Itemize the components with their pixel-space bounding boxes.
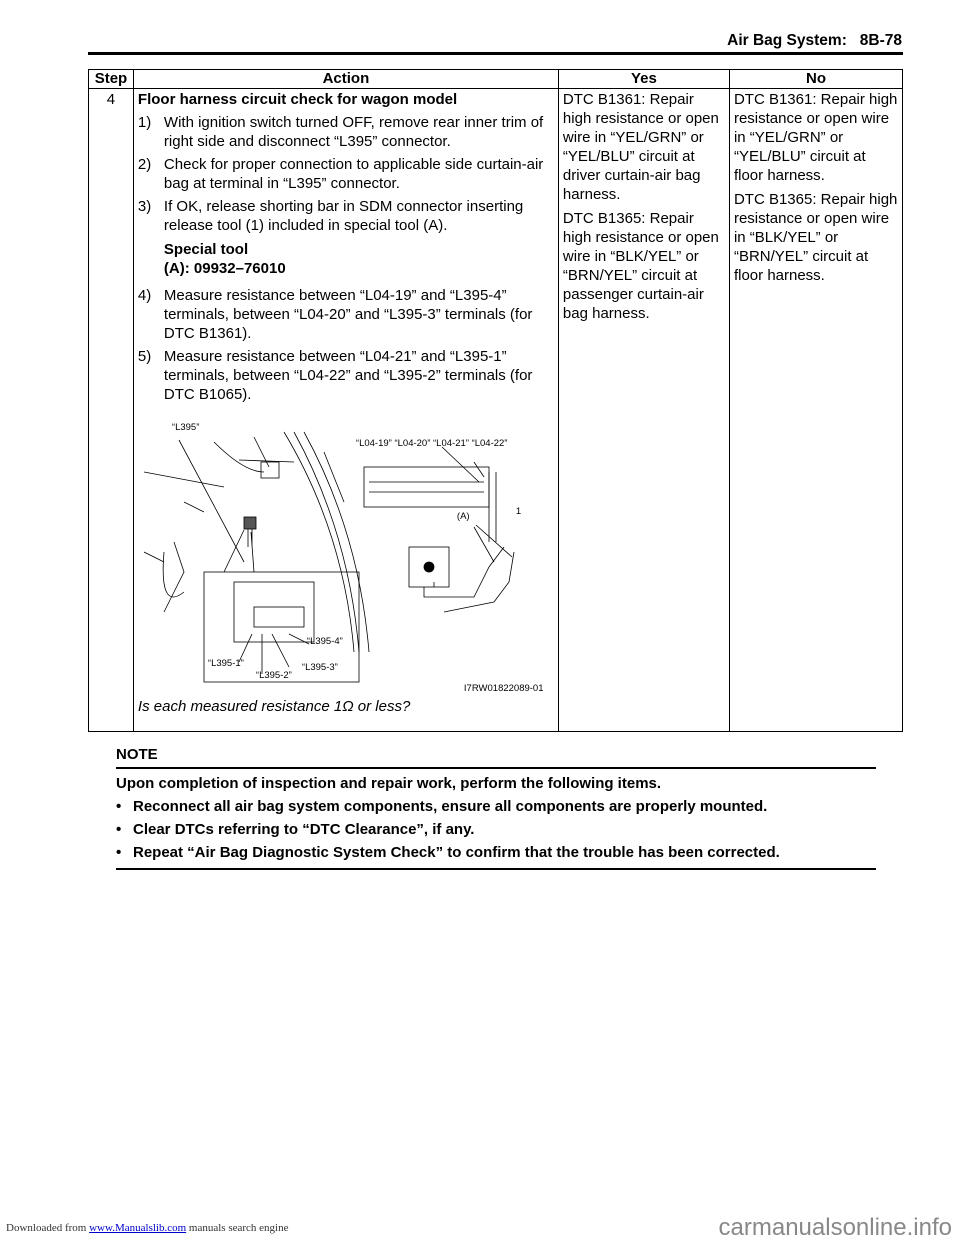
special-tool — [164, 240, 554, 278]
question-text: Is each measured resistance 1Ω or less? — [137, 698, 411, 715]
footer-prefix: Downloaded from — [6, 1222, 87, 1234]
header-rule — [88, 52, 903, 55]
label-l395-2: “L395-2” — [255, 670, 292, 681]
item-number: 3) — [137, 198, 152, 215]
yes-text: DTC B1365: Repair high resistance or open wire in “BLK/YEL” or “BRN/YEL” circuit at passenger curtain-air bag harness. — [562, 210, 719, 322]
label-release-tool: 1 — [515, 506, 522, 517]
item-text: Measure resistance between “L04-21” and “L395-1” terminals, between “L04-22” and “L395-2” terminals (for DTC B1065). — [163, 348, 533, 403]
note-end-rule — [116, 868, 876, 870]
label-l395-1: “L395-1” — [207, 658, 244, 669]
special-tool-value: (A): 09932–76010 — [163, 260, 286, 277]
no-cell — [729, 89, 902, 732]
item-number: 4) — [137, 287, 152, 304]
item-text: If OK, release shorting bar in SDM connector inserting release tool (1) included in special tool (A). — [163, 198, 524, 234]
label-tool-a: (A) — [456, 511, 470, 522]
item-text: Check for proper connection to applicable side curtain-air bag at terminal in “L395” connector. — [163, 156, 544, 192]
item-text: Measure resistance between “L04-19” and “L395-4” terminals, between “L04-20” and “L395-3” terminals (for DTC B1361). — [163, 287, 533, 342]
yes-text: DTC B1361: Repair high resistance or open wire in “YEL/GRN” or “YEL/BLU” circuit at driver curtain-air bag harness. — [562, 91, 719, 203]
note-bullet — [116, 821, 876, 838]
section-title: Air Bag System: — [727, 32, 847, 49]
label-l395-3: “L395-3” — [301, 662, 338, 673]
note-title: NOTE — [116, 746, 876, 769]
manualslib-link[interactable]: www.Manualslib.com — [89, 1222, 187, 1234]
watermark: carmanualsonline.info — [718, 1214, 952, 1241]
label-l04-terminals: “L04-19” “L04-20” “L04-21” “L04-22” — [355, 438, 508, 449]
list-item — [138, 197, 554, 235]
col-yes: Yes — [558, 70, 729, 89]
list-item — [138, 286, 554, 343]
table-row — [89, 89, 903, 732]
item-number: 5) — [137, 348, 152, 365]
no-text: DTC B1361: Repair high resistance or open wire in “YEL/GRN” or “YEL/BLU” circuit at floor harness. — [733, 91, 898, 184]
step-number: 4 — [89, 89, 134, 732]
bullet-icon: • — [116, 821, 122, 838]
figure-code: I7RW01822089-01 — [463, 683, 544, 694]
connector-diagram — [144, 412, 554, 697]
item-text: With ignition switch turned OFF, remove rear inner trim of right side and disconnect “L395” connector. — [163, 114, 544, 150]
list-item — [138, 155, 554, 193]
bullet-text: Repeat “Air Bag Diagnostic System Check” to confirm that the trouble has been corrected. — [133, 844, 780, 861]
table-header — [89, 70, 903, 89]
note-lead: Upon completion of inspection and repair work, perform the following items. — [116, 775, 662, 792]
special-tool-label: Special tool — [163, 241, 249, 258]
bullet-icon: • — [116, 844, 122, 861]
bullet-text: Reconnect all air bag system components, ensure all components are properly mounted. — [133, 798, 768, 815]
item-number: 1) — [137, 114, 152, 131]
page-header — [727, 32, 902, 50]
item-number: 2) — [137, 156, 152, 173]
yes-cell — [558, 89, 729, 732]
action-cell — [133, 89, 558, 732]
col-step: Step — [89, 70, 134, 89]
note-box — [116, 746, 876, 861]
note-bullet — [116, 844, 876, 861]
bullet-icon: • — [116, 798, 122, 815]
note-bullet — [116, 798, 876, 815]
no-text: DTC B1365: Repair high resistance or open wire in “BLK/YEL” or “BRN/YEL” circuit at floor harness. — [733, 191, 898, 284]
col-no: No — [729, 70, 902, 89]
label-l395-4: “L395-4” — [306, 636, 343, 647]
diagram-illustration — [144, 412, 554, 697]
footer — [6, 1222, 288, 1234]
label-l395: “L395” — [171, 422, 200, 433]
list-item — [138, 347, 554, 404]
action-title: Floor harness circuit check for wagon model — [137, 91, 458, 108]
list-item — [138, 113, 554, 151]
footer-suffix: manuals search engine — [188, 1222, 289, 1234]
diagnostic-table — [88, 69, 903, 732]
bullet-text: Clear DTCs referring to “DTC Clearance”, if any. — [133, 821, 475, 838]
page-number: 8B-78 — [859, 32, 902, 49]
col-action: Action — [133, 70, 558, 89]
